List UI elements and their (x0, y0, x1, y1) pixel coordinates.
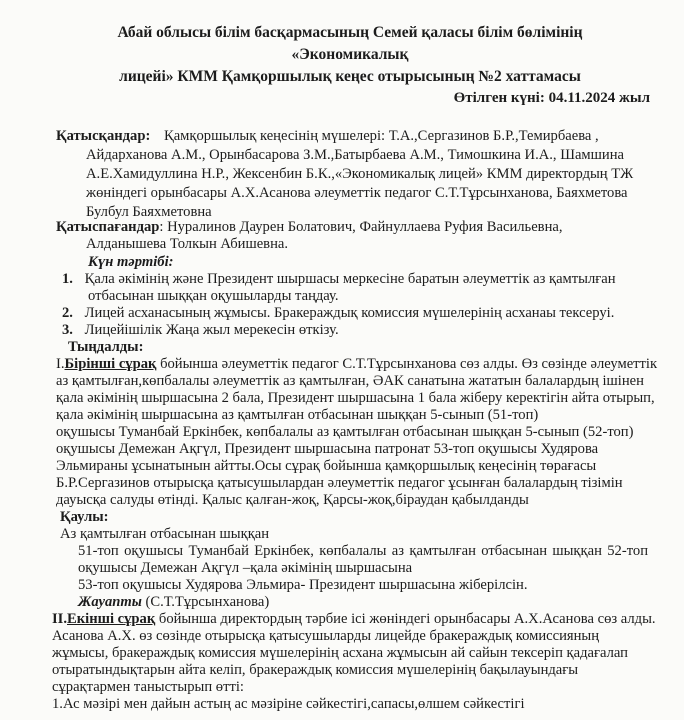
heard-line: қала әкімінің шыршасына аз қамтылған отбасынан шыққан 5-сынып (51-топ) (56, 407, 539, 423)
question-number: II. (52, 611, 68, 627)
agenda-item-text: отбасынан шыққан оқушыларды таңдау. (88, 288, 339, 304)
agenda-item-text: Лицей асханасының жұмысы. Бракераждық комиссия мүшелерінің асханаы тексеруі. (84, 305, 615, 321)
second-line: 1.Ас мәзірі мен дайын астың ас мәзіріне сәйкестігі,сапасы,өлшем сәйкестігі (52, 696, 525, 712)
second-text: бойынша директордың тәрбие ісі жөніндегі орынбасары А.Х.Асанова сөз алды. (155, 611, 656, 627)
second-line: Асанова А.Х. өз сөзінде отырысқа қатысушыларды лицейде бракераждық комиссияның (52, 628, 600, 644)
agenda-item-text: Қала әкімінің және Президент шыршасы меркесіне баратын әлеуметтік аз қамтылған (84, 271, 616, 287)
participants-line: жөніндегі орынбасары А.Х.Асанова әлеуметтік педагог С.Т.Тұрсынханова, Баяхметова (86, 185, 628, 201)
agenda-item-text: Лицейішілік Жаңа жыл мерекесін өткізу. (84, 322, 339, 338)
absent-label: Қатыспағандар (56, 219, 160, 235)
absent-text: : Нуралинов Даурен Болатович, Файнуллаева Руфия Васильевна, (159, 219, 563, 235)
question-label: Бірінші сұрақ (64, 356, 157, 372)
participants-label: Қатысқандар: (56, 128, 151, 144)
heard-line: Эльмираны ұсынатынын айтты.Осы сұрақ бойынша қамқоршылық кеңесінің төрағасы (56, 458, 597, 474)
meeting-date: Өтілген күні: 04.11.2024 жыл (453, 90, 650, 106)
absent-line: Алданышева Толкын Абишевна. (86, 236, 289, 252)
agenda-item-number: 2. (62, 305, 73, 321)
heard-title: Тыңдалды: (68, 339, 144, 355)
document-title (70, 22, 630, 88)
decision-line: 53-топ оқушысы Худярова Эльмира- Президент шыршасына жіберілсін. (78, 577, 528, 593)
heard-line: оқушысы Демежан Ақгүл, Президент шыршасына патронат 53-топ оқушысы Худярова (56, 441, 599, 457)
agenda-title: Күн тәртібі: (88, 254, 174, 270)
decision-line: 51-топ оқушысы Туманбай Еркінбек, көпбалалы аз қамтылған отбасынан шыққан 52-топ (78, 543, 648, 559)
decision-line: Аз қамтылған отбасынан шыққан (60, 526, 270, 542)
heard-line: қала әкімінің шыршасына 2 бала, Президент шыршасына 1 бала жіберу керектігін айта отырып, (56, 390, 655, 406)
participants-text: Қамқоршылық кеңесінің мүшелері: Т.А.,Сергазинов Б.Р.,Темирбаева , (163, 128, 599, 144)
participants-line (56, 127, 599, 146)
heard-line: оқушысы Туманбай Еркінбек, көпбалалы аз қамтылған отбасынан шыққан 5-сынып (52-топ) (56, 424, 634, 440)
heard-text: бойынша әлеуметтік педагог С.Т.Тұрсынханова сөз алды. Өз сөзінде әлеуметтік (156, 356, 658, 372)
heard-line: аз қамтылған,көпбалалы әлеуметтік аз қамтылған, ӘАК санатына жататын балалардың ішінен (56, 373, 644, 389)
decision-line: оқушысы Демежан Ақгүл –қала әкімінің шыршасына (78, 560, 413, 576)
heard-line: дауысқа салуды өтінді. Қалыс қалған-жоқ, Қарсы-жоқ,біраудан қабылданды (56, 492, 529, 508)
question-number: I. (56, 356, 65, 372)
second-line: отыратындықтарын айта келіп, бракераждық комиссия мүшелерінің бақылауындағы (52, 662, 579, 678)
participants-line: Айдарханова А.М., Орынбасарова З.М.,Батырбаева А.М., Тимошкина И.А., Шамшина (86, 147, 624, 163)
second-line: сұрақтармен таныстырып өтті: (52, 679, 244, 695)
second-line: жұмысы, бракераждық комиссия мүшелерінің асхана жұмысын ай сайын тексеріп қадағалап (52, 645, 628, 661)
agenda-item-number: 3. (62, 322, 73, 338)
agenda-item-number: 1. (62, 271, 73, 287)
question-label: Екінші сұрақ (67, 611, 156, 627)
title-line: лицейі» КММ Қамқоршылық кеңес отырысының №2 хаттамасы (119, 68, 581, 85)
participants-line: А.Е.Хамидуллина Н.Р., Жексенбин Б.К.,«Экономикалық лицей» КММ директордың ТЖ (86, 166, 634, 182)
responsible-label: Жауапты (78, 594, 142, 610)
heard-line: Б.Р.Сергазинов отырысқа қатысушылардан әлеуметтік педагог ұсынған балалардың тізімін (56, 475, 623, 491)
participants-line: Булбул Баяхметовна (86, 204, 212, 220)
responsible-name: (С.Т.Тұрсынханова) (141, 594, 270, 610)
title-line: Абай облысы білім басқармасының Семей қаласы білім бөлімінің «Экономикалық (117, 24, 583, 63)
decision-title: Қаулы: (60, 509, 109, 525)
